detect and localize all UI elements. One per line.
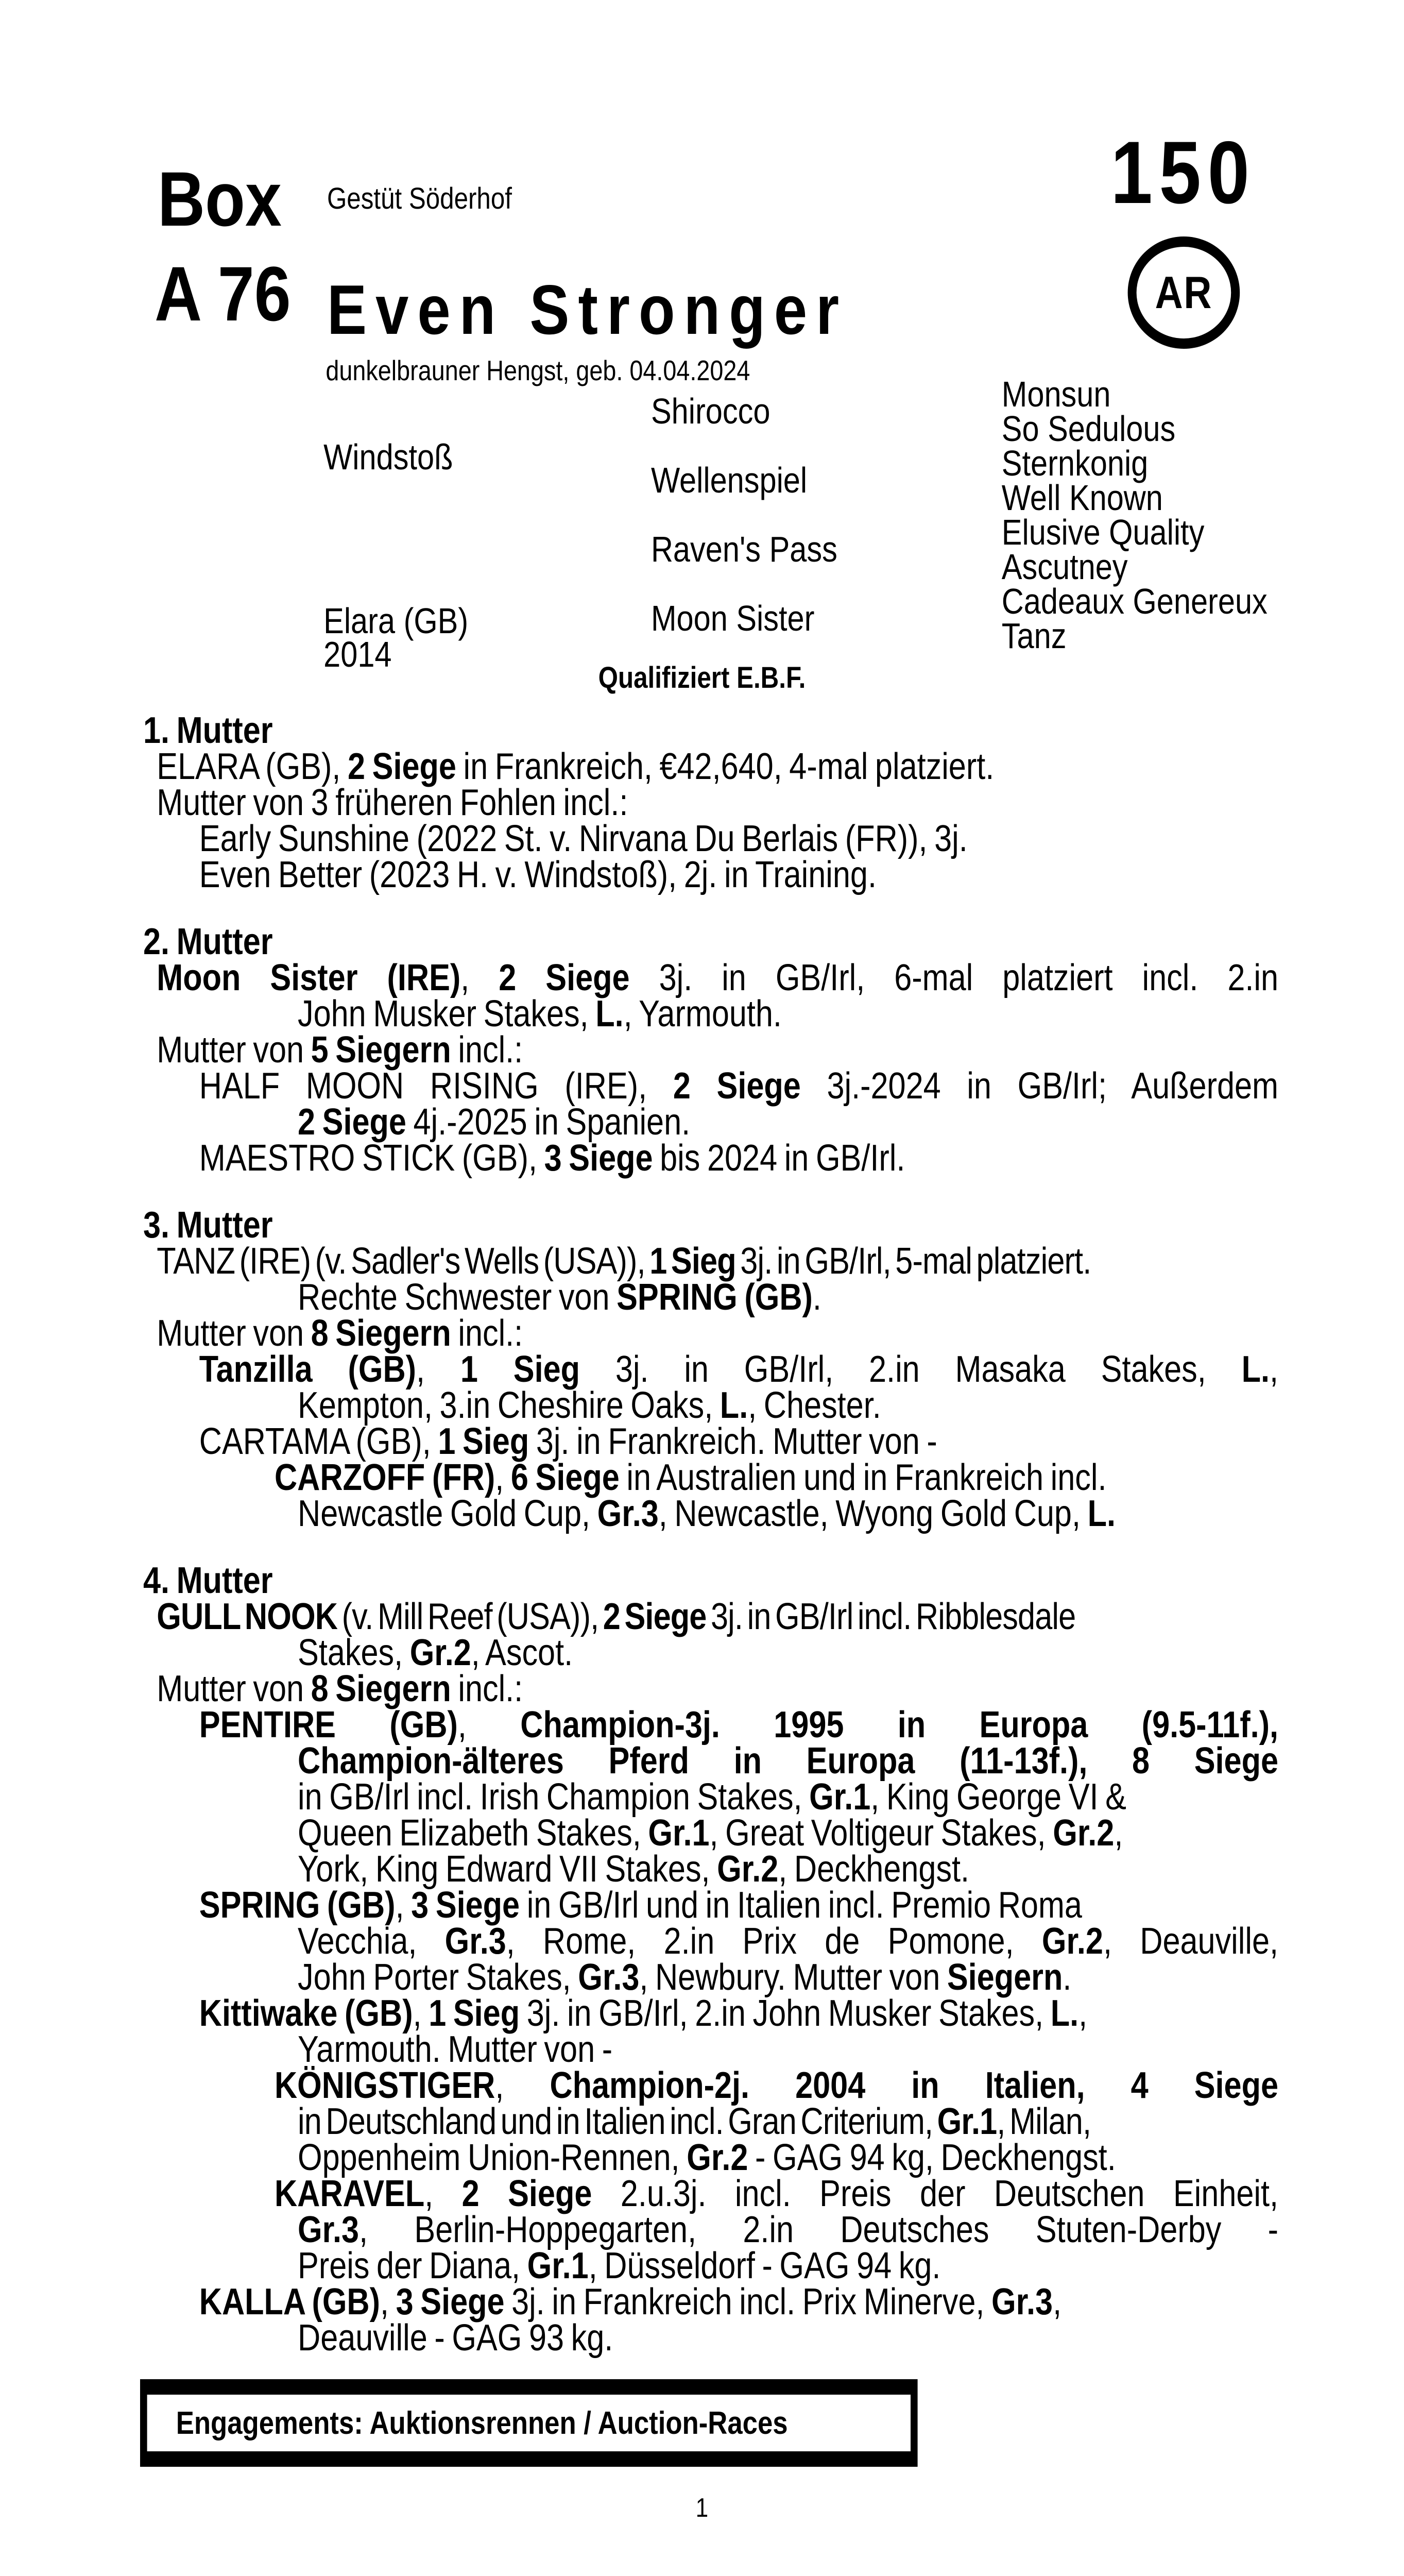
emphasis-text: Gr.1 [809, 1776, 871, 1818]
horse-name: Even Stronger [327, 270, 848, 349]
emphasis-text: L. [720, 1385, 748, 1426]
pedigree-line [199, 1138, 1404, 1179]
emphasis-text: 3 Siege [396, 2281, 505, 2323]
body-text: , Chester. [748, 1385, 881, 1426]
pedigree-line [199, 1065, 1279, 1107]
pedigree-gen3-name: Ascutney [1001, 547, 1128, 587]
body-text: , [495, 2065, 550, 2106]
emphasis-text: KALLA (GB) [199, 2281, 380, 2323]
body-text: Preis der Diana, [298, 2245, 527, 2286]
emphasis-text: Gr.3 [298, 2209, 359, 2250]
body-text: - GAG 94 kg, Deckhengst. [748, 2137, 1116, 2178]
emphasis-text: 2 Siege [499, 957, 630, 998]
pedigree-gen2-name: Shirocco [650, 391, 771, 431]
qualification-note: Qualifiziert E.B.F. [598, 661, 806, 694]
body-text: . [812, 1277, 821, 1318]
emphasis-text: Gr.3 [444, 1921, 506, 1962]
body-text: Deauville - GAG 93 kg. [298, 2317, 613, 2359]
emphasis-text: L. [1087, 1493, 1116, 1534]
emphasis-text: 8 Siegern [311, 1313, 451, 1354]
pedigree-gen3-name: Tanz [1001, 616, 1067, 656]
body-text: , King George VI & [870, 1776, 1126, 1818]
box-number: A 76 [155, 250, 291, 337]
body-text: , Newcastle, Wyong Gold Cup, [658, 1493, 1088, 1534]
emphasis-text: KÖNIGSTIGER [274, 2065, 495, 2106]
emphasis-text: Champion-2j. 2004 in Italien, 4 Siege [550, 2065, 1278, 2106]
body-text: 3j. in GB/Irl, 2.in Masaka Stakes, [580, 1349, 1242, 1390]
pedigree-line [298, 1921, 1278, 1962]
body-text: John Porter Stakes, [298, 1957, 578, 1998]
body-text: Vecchia, [298, 1921, 445, 1962]
emphasis-text: 3 Siege [544, 1138, 653, 1179]
section-heading: 3. Mutter [143, 1205, 273, 1246]
emphasis-text: Gr.1 [527, 2245, 589, 2286]
pedigree-line [157, 1668, 1404, 1709]
consignor-name: Gestüt Söderhof [327, 182, 512, 215]
emphasis-text: 8 Siegern [311, 1668, 451, 1709]
lot-number: 150 [1110, 123, 1256, 222]
body-text: Newcastle Gold Cup, [298, 1493, 597, 1534]
body-text: in GB/Irl und in Italien incl. Premio Roma [520, 1885, 1082, 1926]
engagements-label: Engagements: Auktionsrennen / Auction-Races [176, 2405, 788, 2441]
emphasis-text: CARZOFF (FR) [274, 1457, 495, 1498]
body-text: 3j. in GB/Irl incl. Ribblesdale [706, 1596, 1076, 1637]
mutter-section-2 [0, 921, 1404, 1179]
body-text: , [395, 1885, 412, 1926]
pedigree-line [157, 1241, 1404, 1282]
body-text: CARTAMA (GB), [199, 1421, 438, 1462]
emphasis-text: 2 Siege [603, 1596, 707, 1637]
body-text: , [1053, 2281, 1062, 2323]
body-text: Mutter von [157, 1668, 311, 1709]
body-text: Mutter von [157, 1313, 311, 1354]
emphasis-text: Gr.3 [578, 1957, 640, 1998]
pedigree-line [199, 1349, 1278, 1390]
section-heading: 1. Mutter [143, 710, 273, 751]
body-text: , Newbury. Mutter von [639, 1957, 947, 1998]
pedigree-line [199, 1885, 1404, 1926]
body-text: , Rome, 2.in Prix de Pomone, [506, 1921, 1042, 1962]
pedigree-line [298, 1385, 1404, 1426]
pedigree-line [275, 2067, 1278, 2104]
section-heading: 4. Mutter [143, 1560, 273, 1601]
pedigree-line [298, 2029, 1404, 2070]
pedigree-line [298, 1632, 1404, 1673]
emphasis-text: Gr.2 [687, 2137, 748, 2178]
pedigree-gen1-name: 2014 [323, 634, 392, 674]
body-text: in Frankreich, €42,640, 4-mal platziert. [456, 746, 995, 787]
emphasis-text: Gr.2 [717, 1849, 779, 1890]
emphasis-text: PENTIRE (GB) [199, 1704, 458, 1745]
emphasis-text: Champion-älteres Pferd in Europa (11-13f.), 8 Siege [298, 1740, 1278, 1782]
section-heading: 2. Mutter [143, 921, 273, 962]
pedigree-gen2-name: Wellenspiel [650, 460, 808, 500]
pedigree-gen1-name: Elara (GB) [323, 601, 469, 641]
body-text: , Ascot. [471, 1632, 573, 1673]
emphasis-text: 1 Sieg [460, 1349, 580, 1390]
box-label: Box [158, 156, 282, 242]
body-text: ELARA (GB), [157, 746, 348, 787]
pedigree-line [157, 1029, 1404, 1071]
body-text: , Berlin-Hoppegarten, 2.in Deutsches Stuten-Derby - [359, 2209, 1278, 2250]
pedigree-line [298, 1957, 1404, 1998]
pedigree-gen3-name: Elusive Quality [1001, 512, 1205, 552]
emphasis-text: GULL NOOK [157, 1596, 338, 1637]
body-text: 3j. in Frankreich incl. Prix Minerve, [504, 2281, 992, 2323]
mutter-section-4 [0, 1560, 1404, 2359]
emphasis-text: Kittiwake (GB) [199, 1993, 413, 2034]
body-text: in Deutschland und in Italien incl. Gran Criterium, [298, 2101, 937, 2142]
body-text: Mutter von 3 früheren Fohlen incl.: [157, 782, 628, 823]
pedigree-line [298, 993, 1404, 1035]
body-text: , [1269, 1349, 1278, 1390]
pedigree-gen1-name: Windstoß [323, 437, 453, 477]
emphasis-text: 3 Siege [411, 1885, 520, 1926]
body-text: Mutter von [157, 1029, 311, 1071]
pedigree-gen3-name: Well Known [1001, 478, 1163, 518]
body-text: 2.u.3j. incl. Preis der Deutschen Einheit, [592, 2173, 1278, 2214]
body-text: , [1078, 1993, 1088, 2034]
body-text: 3j.-2024 in GB/Irl; Außerdem [800, 1065, 1279, 1107]
emphasis-text: Gr.2 [409, 1632, 471, 1673]
emphasis-text: Moon Sister (IRE) [157, 957, 461, 998]
emphasis-text: Gr.3 [991, 2281, 1053, 2323]
pedigree-line [298, 1493, 1404, 1534]
pedigree-gen2-name: Moon Sister [650, 598, 815, 638]
pedigree-line [298, 1277, 1404, 1318]
emphasis-text: Gr.1 [648, 1812, 710, 1854]
pedigree-gen3-name: So Sedulous [1001, 409, 1176, 449]
body-text: in GB/Irl incl. Irish Champion Stakes, [298, 1776, 810, 1818]
pedigree-line [157, 746, 1404, 787]
emphasis-text: 6 Siege [510, 1457, 620, 1498]
engagements-box [140, 2379, 918, 2467]
emphasis-text: Gr.3 [597, 1493, 659, 1534]
body-text: 3j. in GB/Irl, 2.in John Musker Stakes, [520, 1993, 1051, 2034]
body-text: , Great Voltigeur Stakes, [709, 1812, 1053, 1854]
brand-initials: AR [1155, 267, 1213, 318]
body-text: , [460, 957, 499, 998]
pedigree-line [199, 1423, 1404, 1460]
body-text: Stakes, [298, 1632, 410, 1673]
body-text: in Australien und in Frankreich incl. [619, 1457, 1107, 1498]
body-text: 3j. in GB/Irl, 5-mal platziert. [735, 1241, 1091, 1282]
pedigree-gen2-name: Raven's Pass [650, 529, 837, 569]
emphasis-text: Tanzilla (GB) [199, 1349, 417, 1390]
emphasis-text: KARAVEL [274, 2173, 425, 2214]
body-text: , Deckhengst. [778, 1849, 970, 1890]
emphasis-text: L. [595, 993, 624, 1035]
pedigree-gen3-name: Cadeaux Genereux [1001, 581, 1268, 621]
body-text: , [380, 2281, 396, 2323]
pedigree-gen3-name: Monsun [1001, 374, 1111, 414]
body-text: incl.: [451, 1668, 523, 1709]
emphasis-text: Siegern [947, 1957, 1063, 1998]
emphasis-text: Champion-3j. 1995 in Europa (9.5-11f.), [520, 1704, 1278, 1745]
body-text: Early Sunshine (2022 St. v. Nirvana Du Berlais (FR)), 3j. [199, 818, 968, 859]
body-text: Oppenheim Union-Rennen, [298, 2137, 687, 2178]
body-text: , Milan, [997, 2101, 1091, 2142]
body-text: Rechte Schwester von [298, 1277, 617, 1318]
pedigree-line [298, 2209, 1278, 2250]
emphasis-text: Gr.2 [1041, 1921, 1103, 1962]
pedigree-line [298, 2137, 1404, 2178]
pedigree-line [298, 2245, 1404, 2286]
pedigree-line [298, 1812, 1404, 1854]
pedigree-line [298, 1740, 1278, 1782]
pedigree-line [157, 957, 1279, 998]
emphasis-text: L. [1241, 1349, 1270, 1390]
emphasis-text: SPRING (GB) [617, 1277, 813, 1318]
emphasis-text: Gr.2 [1053, 1812, 1115, 1854]
emphasis-text: 2 Siege [461, 2173, 592, 2214]
pedigree-line [298, 2317, 1404, 2359]
pedigree-line [298, 2101, 1404, 2142]
pedigree-line [199, 1704, 1278, 1745]
horse-description: dunkelbrauner Hengst, geb. 04.04.2024 [326, 354, 750, 386]
body-text: 4j.-2025 in Spanien. [406, 1101, 691, 1143]
emphasis-text: L. [1050, 1993, 1079, 2034]
pedigree-gen3-name: Sternkonig [1001, 443, 1149, 483]
body-text: . [1063, 1957, 1072, 1998]
mutter-section-1 [0, 710, 1404, 895]
emphasis-text: 5 Siegern [311, 1029, 451, 1071]
pedigree-line [274, 2173, 1278, 2214]
mutter-section-3 [0, 1207, 1404, 1532]
pedigree-line [157, 1596, 1404, 1637]
pedigree-line [199, 2281, 1404, 2323]
pedigree-line [157, 782, 1404, 823]
body-text: , Yarmouth. [623, 993, 782, 1035]
body-text: 3j. in GB/Irl, 6-mal platziert incl. 2.in [629, 957, 1279, 998]
page-number: 1 [695, 2493, 709, 2523]
body-text: Yarmouth. Mutter von - [298, 2029, 613, 2070]
body-text: , [424, 2173, 462, 2214]
pedigree-line [157, 1313, 1404, 1354]
emphasis-text: SPRING (GB) [199, 1885, 396, 1926]
body-text: (v. Mill Reef (USA)), [337, 1596, 603, 1637]
body-text: Even Better (2023 H. v. Windstoß), 2j. in Training. [199, 854, 877, 895]
emphasis-text: 2 Siege [348, 746, 456, 787]
emphasis-text: 1 Sieg [429, 1993, 520, 2034]
body-text: , [495, 1457, 511, 1498]
body-text: , [1114, 1812, 1123, 1854]
body-text: John Musker Stakes, [298, 993, 596, 1035]
body-text: incl.: [451, 1029, 523, 1071]
body-text: , [457, 1704, 521, 1745]
body-text: MAESTRO STICK (GB), [199, 1138, 544, 1179]
emphasis-text: 1 Sieg [438, 1421, 529, 1462]
body-text: , [413, 1993, 429, 2034]
ar-brand-circle-icon [1128, 236, 1240, 349]
emphasis-text: 1 Sieg [649, 1241, 736, 1282]
body-text: Queen Elizabeth Stakes, [298, 1812, 648, 1854]
emphasis-text: 2 Siege [673, 1065, 801, 1107]
body-text: HALF MOON RISING (IRE), [199, 1065, 673, 1107]
emphasis-text: 2 Siege [298, 1101, 406, 1143]
body-text: incl.: [451, 1313, 523, 1354]
body-text: 3j. in Frankreich. Mutter von - [529, 1421, 937, 1462]
body-text: bis 2024 in GB/Irl. [653, 1138, 905, 1179]
pedigree-line [199, 818, 1404, 859]
body-text: , Deauville, [1103, 1921, 1278, 1962]
pedigree-line [274, 1457, 1404, 1498]
body-text: York, King Edward VII Stakes, [298, 1849, 717, 1890]
emphasis-text: Gr.1 [937, 2101, 997, 2142]
pedigree-line [298, 1776, 1404, 1818]
body-text: TANZ (IRE) (v. Sadler's Wells (USA)), [157, 1241, 650, 1282]
body-text: Kempton, 3.in Cheshire Oaks, [298, 1385, 720, 1426]
pedigree-line [199, 854, 1404, 895]
pedigree-line [199, 1993, 1404, 2034]
body-text: , [416, 1349, 460, 1390]
pedigree-line [298, 1849, 1404, 1890]
pedigree-line [298, 1101, 1404, 1143]
body-text: , Düsseldorf - GAG 94 kg. [588, 2245, 941, 2286]
